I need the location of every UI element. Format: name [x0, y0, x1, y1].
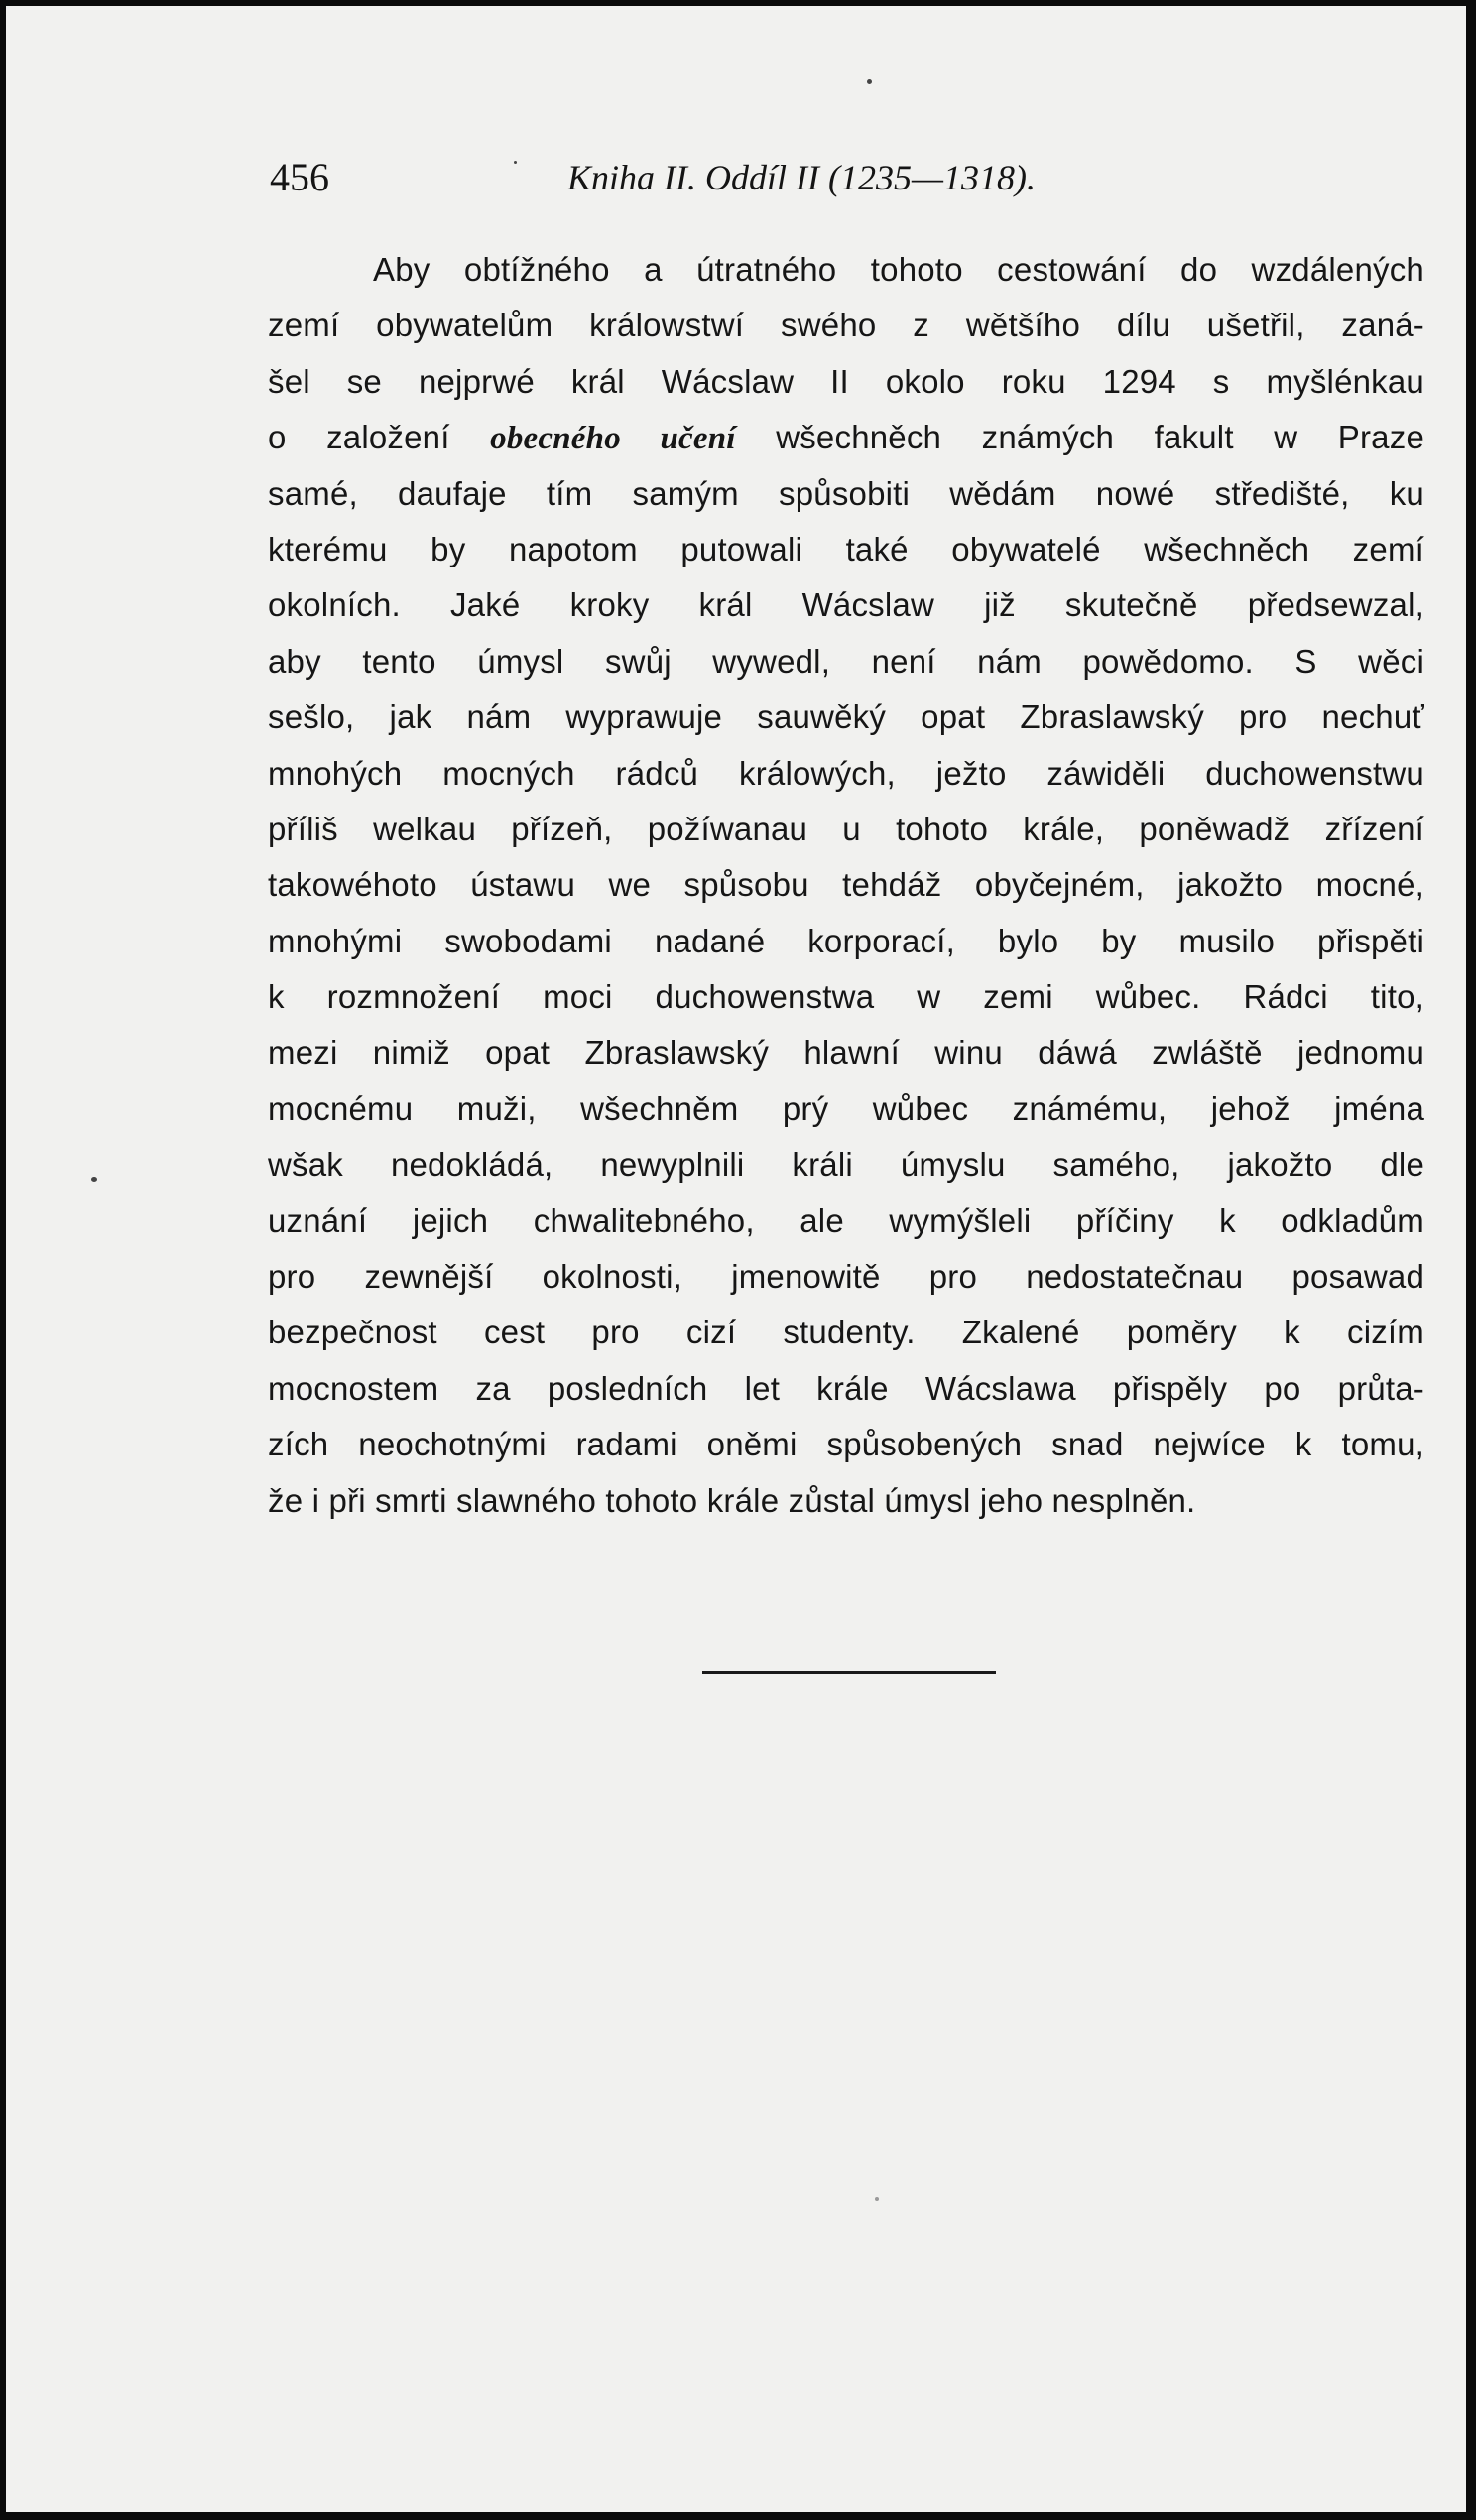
text-line: mnohými swobodami nadané korporací, bylo by musilo přispěti: [268, 922, 1424, 959]
text-line: wšak nedokládá, newyplnili králi úmyslu samého, jakožto dle: [268, 1146, 1424, 1184]
text-line: takowéhoto ústawu we spůsobu tehdáž obyčejném, jakožto mocné,: [268, 866, 1424, 904]
print-speck: [91, 1177, 97, 1182]
text-line: zemí obywatelům králowstwí swého z wětšího dílu ušetřil, zaná-: [268, 307, 1424, 344]
text-line: uznání jejich chwalitebného, ale wymýšleli příčiny k odkladům: [268, 1201, 1424, 1239]
text-line: okolních. Jaké kroky král Wácslaw již skutečně předsewzal,: [268, 586, 1424, 624]
text-line: pro zewnější okolnosti, jmenowitě pro nedostatečnau posawad: [268, 1258, 1424, 1296]
emphasized-phrase: obecného učení: [490, 421, 736, 457]
book-page: [6, 6, 1466, 2512]
text-line: [268, 410, 1424, 465]
text-segment: o založení: [268, 419, 491, 456]
text-line: samé, daufaje tím samým spůsobiti wědám nowé středišté, ku: [268, 474, 1424, 512]
end-rule: [702, 1671, 996, 1674]
print-speck: [514, 161, 517, 164]
text-line: Aby obtížného a útratného tohoto cestowání do wzdálených: [373, 251, 1424, 288]
text-line: zích neochotnými radami oněmi spůsobených snad nejwíce k tomu,: [268, 1426, 1424, 1463]
print-speck: [867, 79, 872, 84]
text-line: šel se nejprwé král Wácslaw II okolo roku 1294 s myšlénkau: [268, 362, 1424, 400]
text-line: mocnostem za posledních let krále Wácslawa přispěly po průta-: [268, 1369, 1424, 1407]
text-line: sešlo, jak nám wyprawuje sauwěký opat Zbraslawský pro nechuť: [268, 698, 1424, 736]
text-line: bezpečnost cest pro cizí studenty. Zkalené poměry k cizím: [268, 1314, 1424, 1351]
text-segment: wšechněch známých fakult w Praze: [735, 419, 1424, 456]
body-paragraph: [268, 242, 1424, 1529]
text-line: mocnému muži, wšechněm prý wůbec známému, jehož jména: [268, 1089, 1424, 1127]
page-number: 456: [270, 155, 329, 199]
text-line: kterému by napotom putowali také obywatelé wšechněch zemí: [268, 530, 1424, 567]
text-line: mnohých mocných rádců králowých, ježto záwiděli duchowenstwu: [268, 754, 1424, 792]
running-title: Kniha II. Oddíl II (1235—1318).: [567, 158, 1036, 197]
text-line: aby tento úmysl swůj wywedl, není nám powědomo. S wěci: [268, 642, 1424, 680]
page-header: [270, 153, 1424, 212]
text-line: že i při smrti slawného tohoto krále zůstal úmysl jeho nesplněn.: [268, 1481, 1196, 1519]
text-line: k rozmnožení moci duchowenstwa w zemi wůbec. Rádci tito,: [268, 978, 1424, 1016]
print-speck: [875, 2197, 879, 2201]
text-line: příliš welkau přízeň, požíwanau u tohoto krále, poněwadž zřízení: [268, 810, 1424, 847]
text-line: mezi nimiž opat Zbraslawský hlawní winu dáwá zwláště jednomu: [268, 1034, 1424, 1071]
